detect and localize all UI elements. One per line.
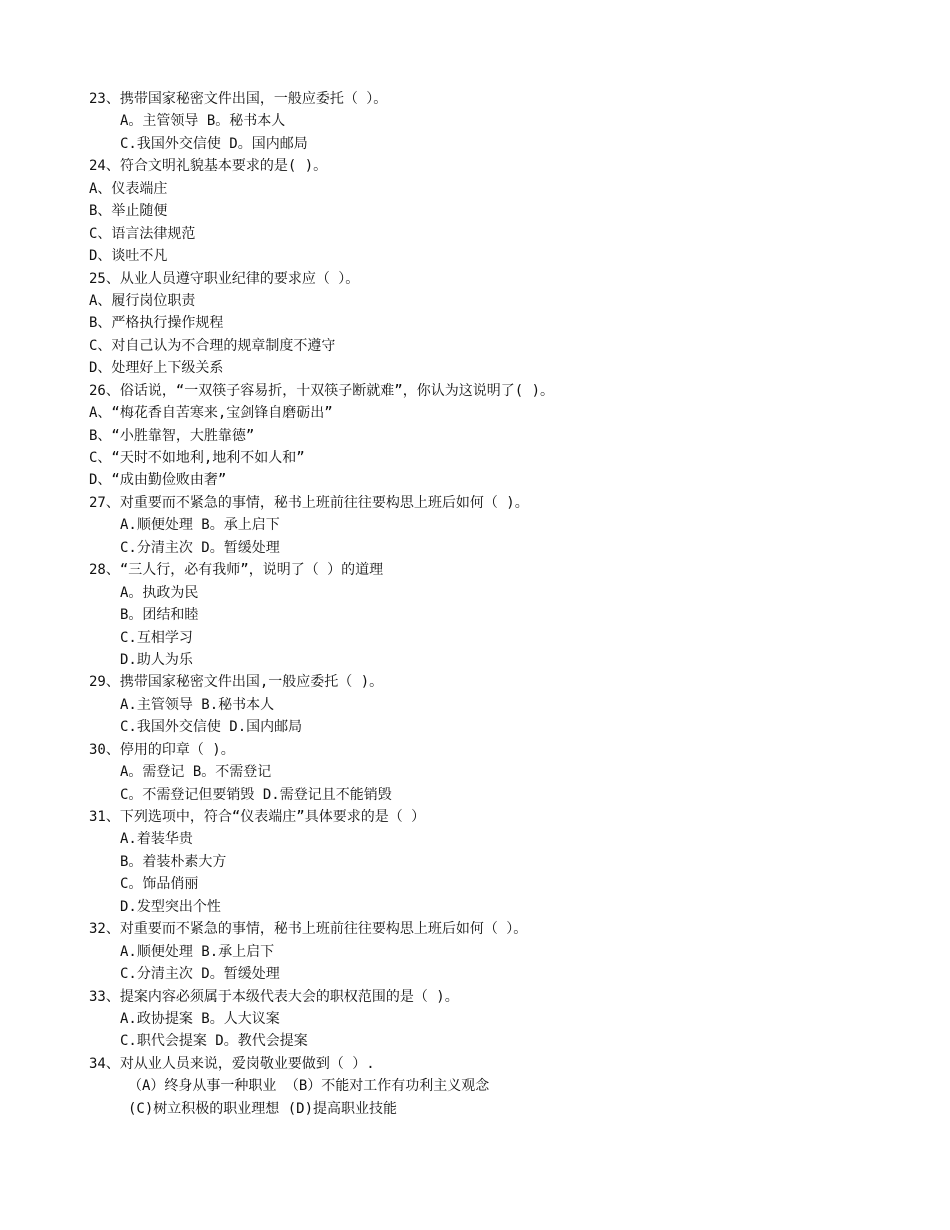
answer-option-line: A。需登记 B。不需登记 <box>120 764 272 781</box>
answer-option-line: C、“天时不如地利,地利不如人和” <box>89 450 305 466</box>
answer-option-line: D.发型突出个性 <box>120 898 221 915</box>
answer-option-line: A.主管领导 B.秘书本人 <box>120 696 275 713</box>
question-item <box>89 380 909 492</box>
question-stem: 27、对重要而不紧急的事情，秘书上班前往往要构思上班后如何（ )。 <box>89 494 529 511</box>
question-stem: 32、对重要而不紧急的事情，秘书上班前往往要构思上班后如何（ ）。 <box>89 921 528 938</box>
answer-option-line: A。主管领导 B。秘书本人 <box>120 113 286 130</box>
question-item <box>89 268 909 380</box>
answer-option-line: A、仪表端庄 <box>89 180 168 197</box>
answer-option-line: （A）终身从事一种职业 （B）不能对工作有功利主义观念 <box>128 1078 490 1095</box>
question-list <box>89 88 909 1120</box>
answer-option-line: C.互相学习 <box>120 629 193 646</box>
answer-option-line: A.顺便处理 B。承上启下 <box>120 517 280 534</box>
answer-option-line: B、严格执行操作规程 <box>89 315 224 332</box>
question-item <box>89 1053 909 1120</box>
answer-option-line: C.职代会提案 D。教代会提案 <box>120 1033 308 1050</box>
answer-option-line: C.我国外交信使 D。国内邮局 <box>120 135 308 152</box>
answer-option-line: D.助人为乐 <box>120 651 193 668</box>
answer-option-line: D、处理好上下级关系 <box>89 360 224 377</box>
question-item <box>89 739 909 806</box>
answer-option-line: C。不需登记但要销毁 D.需登记且不能销毁 <box>120 786 392 803</box>
question-stem: 25、从业人员遵守职业纪律的要求应（ ）。 <box>89 270 360 287</box>
question-stem: 33、提案内容必须属于本级代表大会的职权范围的是（ )。 <box>89 988 459 1005</box>
question-item <box>89 918 909 985</box>
answer-option-line: D、“成由勤俭败由奢” <box>89 472 227 489</box>
question-stem: 28、“三人行，必有我师”，说明了（ ）的道理 <box>89 562 384 579</box>
answer-option-line: C、语言法律规范 <box>89 225 196 242</box>
answer-option-line: A。执政为民 <box>120 584 199 601</box>
answer-option-line: C.我国外交信使 D.国内邮局 <box>120 719 303 736</box>
question-stem: 29、携带国家秘密文件出国,一般应委托（ )。 <box>89 674 384 691</box>
answer-option-line: A、“梅花香自苦寒来,宝剑锋自磨砺出” <box>89 405 333 422</box>
question-item <box>89 806 909 918</box>
answer-option-line: A.政协提案 B。人大议案 <box>120 1010 280 1027</box>
answer-option-line: C.分清主次 D。暂缓处理 <box>120 539 280 556</box>
answer-option-line: D、谈吐不凡 <box>89 248 168 265</box>
answer-option-line: C.分清主次 D。暂缓处理 <box>120 966 280 983</box>
question-item <box>89 986 909 1053</box>
answer-option-line: B。着装朴素大方 <box>120 853 227 870</box>
question-stem: 30、停用的印章（ )。 <box>89 741 235 758</box>
answer-option-line: B、举止随便 <box>89 203 168 220</box>
answer-option-line: A、履行岗位职责 <box>89 292 196 309</box>
answer-option-line: B。团结和睦 <box>120 607 199 624</box>
question-item <box>89 155 909 267</box>
answer-option-line: C、对自己认为不合理的规章制度不遵守 <box>89 337 336 354</box>
question-stem: 31、下列选项中，符合“仪表端庄”具体要求的是（ ） <box>89 809 426 825</box>
question-stem: 23、携带国家秘密文件出国，一般应委托（ ）。 <box>89 91 388 107</box>
question-stem: 26、俗话说，“一双筷子容易折，十双筷子断就难”，你认为这说明了( )。 <box>89 382 554 399</box>
answer-option-line: B、“小胜靠智，大胜靠德” <box>89 427 255 444</box>
question-item <box>89 559 909 671</box>
answer-option-line: A.着装华贵 <box>120 831 193 848</box>
question-item <box>89 492 909 559</box>
question-item <box>89 88 909 155</box>
answer-option-line: (C)树立积极的职业理想 (D)提高职业技能 <box>128 1100 398 1117</box>
question-item <box>89 671 909 738</box>
question-stem: 34、对从业人员来说，爱岗敬业要做到（ ）. <box>89 1055 375 1072</box>
question-stem: 24、符合文明礼貌基本要求的是( )。 <box>89 158 328 175</box>
answer-option-line: A.顺便处理 B.承上启下 <box>120 943 275 960</box>
answer-option-line: C。饰品俏丽 <box>120 876 199 893</box>
